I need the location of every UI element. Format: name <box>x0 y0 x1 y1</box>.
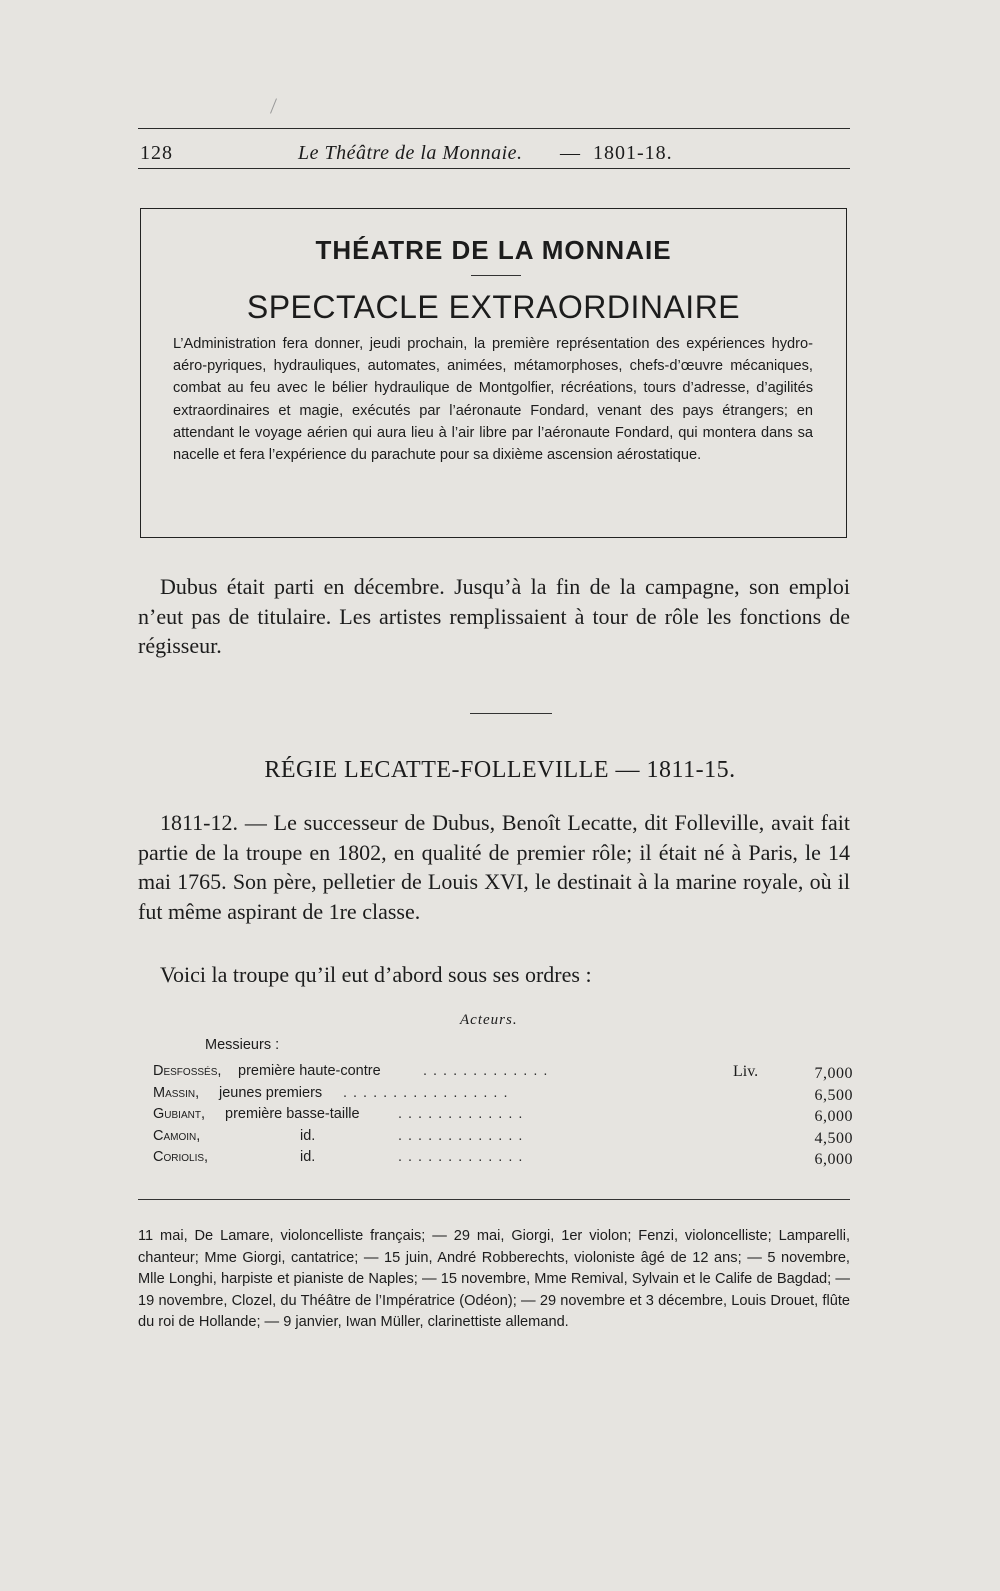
paragraph-dubus: Dubus était parti en décembre. Jusqu’à la fin de la campagne, son emploi n’eut pas de titulaire. Les artistes remplissaient à tour de rôle les fonctions de régisseur. <box>138 574 850 658</box>
dot-leader: ............. <box>398 1127 529 1144</box>
poster-body: L’Administration fera donner, jeudi prochain, la première représentation des expériences hydro-aéro-pyriques, hydrauliques, automates, animées, métamorphoses, chefs-d’œuvre mécaniques, combat au feu avec le bélier hydraulique de Montgolfier, récréations, tours d’adresse, d’agilités extraordinaires et magie, exécutés par l’aéronaute Fondard, venant des pays étrangers; en attendant le voyage aérien qui aura lieu à l’air libre par l’aéronaute Fondard, qui montera dans sa nacelle et fera l’expérience du parachute pour sa dixième ascension aérostatique. <box>173 336 813 464</box>
section-separator <box>470 713 552 714</box>
dot-leader: ............. <box>398 1106 529 1122</box>
dot-leader: ................. <box>343 1084 514 1101</box>
running-title: Le Théâtre de la Monnaie. <box>298 142 523 164</box>
dot-leader: ............. <box>423 1063 554 1079</box>
paragraph-lecatte: 1811-12. — Le successeur de Dubus, Benoît Lecatte, dit Folleville, avait fait partie de la troupe en 1802, en qualité de premier rôle; il était né à Paris, le 14 mai 1765. Son père, pelletier de Louis XVI, le destinait à la marine royale, où il fut même aspirant de 1re classe. <box>138 810 850 924</box>
actor-name: Camoin, <box>153 1127 201 1144</box>
poster-box <box>140 208 847 538</box>
footnote-rule <box>138 1199 850 1200</box>
salary-amount: 7,000 <box>814 1065 853 1082</box>
roster-row <box>153 1063 853 1085</box>
header-dash: — <box>560 142 580 164</box>
header-top-rule <box>138 128 850 129</box>
roster-row <box>153 1149 853 1171</box>
running-years: 1801-18. <box>593 142 673 164</box>
roster-row <box>153 1128 853 1150</box>
footnote: 11 mai, De Lamare, violoncelliste français; — 29 mai, Giorgi, 1er violon; Fenzi, violoncelliste; Lamparelli, chanteur; Mme Giorgi, cantatrice; — 15 juin, André Robberechts, violoniste âgé de 12 ans; — 5 novembre, Mlle Longhi, harpiste et pianiste de Naples; — 15 novembre, Mme Remival, Sylvain et le Calife de Bagdad; — 19 novembre, Clozel, du Théâtre de l’Impératrice (Odéon); — 29 novembre et 3 décembre, Louis Drouet, flûte du roi de Hollande; — 9 janvier, Iwan Müller, clarinettiste allemand. <box>138 1228 850 1330</box>
paragraph-troupe: Voici la troupe qu’il eut d’abord sous ses ordres : <box>160 962 592 987</box>
roster-list <box>153 1063 853 1171</box>
salary-amount: 4,500 <box>814 1129 853 1147</box>
actor-role: id. <box>300 1149 316 1165</box>
acteurs-heading: Acteurs. <box>460 1012 518 1028</box>
dot-leader: ............. <box>398 1149 529 1165</box>
actor-name: Massin, <box>153 1084 200 1101</box>
poster-heading: THÉATRE DE LA MONNAIE <box>315 235 672 265</box>
roster-row <box>153 1106 853 1128</box>
section-title: RÉGIE LECATTE-FOLLEVILLE — 1811-15. <box>264 757 736 783</box>
roster-row <box>153 1085 853 1107</box>
messieurs-label: Messieurs : <box>205 1037 280 1053</box>
actor-role: id. <box>300 1127 316 1144</box>
stray-mark <box>270 98 277 113</box>
salary-amount: 6,500 <box>814 1086 853 1104</box>
salary-amount: 6,000 <box>814 1151 853 1168</box>
page-number: 128 <box>140 142 173 164</box>
salary-amount: 6,000 <box>814 1108 853 1125</box>
actor-role: jeunes premiers <box>219 1084 323 1101</box>
actor-name: Coriolis, <box>153 1149 209 1165</box>
header-bottom-rule <box>138 168 850 169</box>
actor-name: Desfossés, <box>153 1063 222 1079</box>
poster-subheading: SPECTACLE EXTRAORDINAIRE <box>246 289 741 325</box>
actor-role: première haute-contre <box>238 1063 381 1079</box>
poster-separator <box>471 275 521 276</box>
currency-label: Liv. <box>733 1063 759 1080</box>
actor-role: première basse-taille <box>225 1106 360 1122</box>
actor-name: Gubiant, <box>153 1106 205 1122</box>
